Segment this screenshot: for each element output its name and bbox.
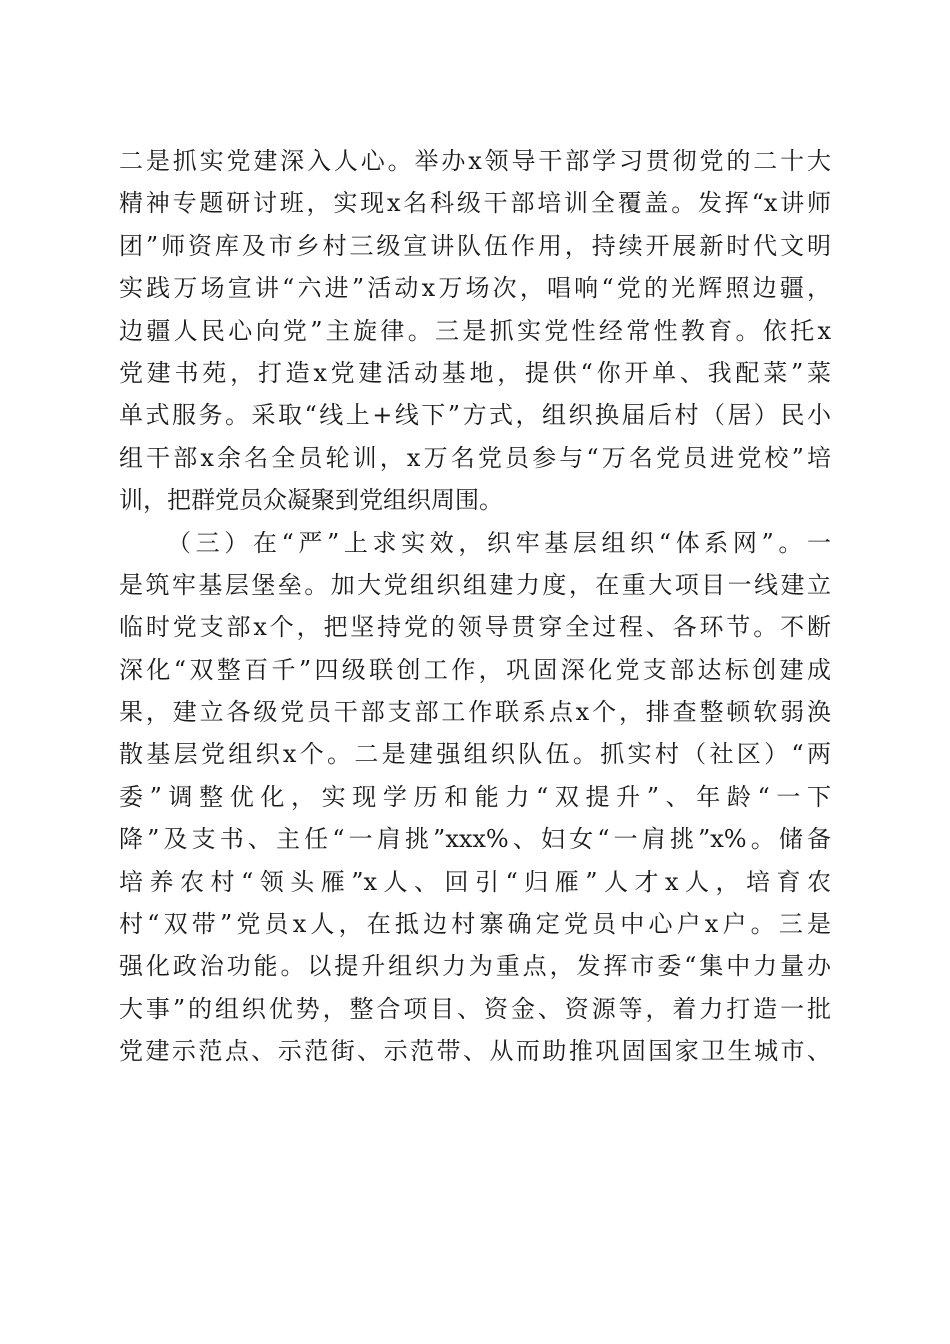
text-line: 是筑牢基层堡垒。加大党组织组建力度，在重大项目一线建立 bbox=[119, 570, 831, 599]
paragraph-1 bbox=[119, 140, 831, 522]
text-line: 边疆人民心向党”主旋律。三是抓实党性经常性教育。依托x bbox=[119, 316, 831, 345]
text-line: 培养农村“领头雁”x人、回引“归雁”人才x人，培育农 bbox=[119, 867, 831, 896]
text-line: 委”调整优化，实现学历和能力“双提升”、年龄“一下 bbox=[119, 782, 831, 811]
text-line: 党建示范点、示范街、示范带、从而助推巩固国家卫生城市、 bbox=[119, 1037, 831, 1066]
text-line: 团”师资库及市乡村三级宣讲队伍作用，持续开展新时代文明 bbox=[119, 231, 831, 260]
paragraph-2 bbox=[119, 522, 831, 1073]
text-line: 强化政治功能。以提升组织力为重点，发挥市委“集中力量办 bbox=[119, 952, 831, 981]
text-line: 散基层党组织x个。二是建强组织队伍。抓实村（社区）“两 bbox=[119, 740, 831, 769]
section-heading-line: （三）在“严”上求实效，织牢基层组织“体系网”。一 bbox=[167, 528, 831, 557]
text-line: 大事”的组织优势，整合项目、资金、资源等，着力打造一批 bbox=[119, 994, 831, 1023]
text-line: 党建书苑，打造x党建活动基地，提供“你开单、我配菜”菜 bbox=[119, 358, 831, 387]
text-line: 深化“双整百千”四级联创工作，巩固深化党支部达标创建成 bbox=[119, 655, 831, 684]
text-line: 二是抓实党建深入人心。举办x领导干部学习贯彻党的二十大 bbox=[119, 147, 831, 175]
text-line: 单式服务。采取“线上+线下”方式，组织换届后村（居）民小 bbox=[119, 401, 831, 430]
text-line: 果，建立各级党员干部支部工作联系点x个，排查整顿软弱涣 bbox=[119, 698, 831, 727]
text-line: 村“双带”党员x人，在抵边村寨确定党员中心户x户。三是 bbox=[119, 910, 831, 939]
body-text bbox=[119, 140, 831, 1073]
text-line: 精神专题研讨班，实现x名科级干部培训全覆盖。发挥“x讲师 bbox=[119, 189, 831, 218]
text-line: 实践万场宣讲“六进”活动x万场次，唱响“党的光辉照边疆， bbox=[119, 274, 831, 303]
text-line: 降”及支书、主任“一肩挑”xxx%、妇女“一肩挑”x%。储备 bbox=[119, 825, 831, 854]
text-line: 临时党支部x个，把坚持党的领导贯穿全过程、各环节。不断 bbox=[119, 613, 831, 642]
text-line: 训，把群党员众凝聚到党组织周围。 bbox=[119, 486, 503, 515]
text-line: 组干部x余名全员轮训，x万名党员参与“万名党员进党校”培 bbox=[119, 443, 831, 472]
